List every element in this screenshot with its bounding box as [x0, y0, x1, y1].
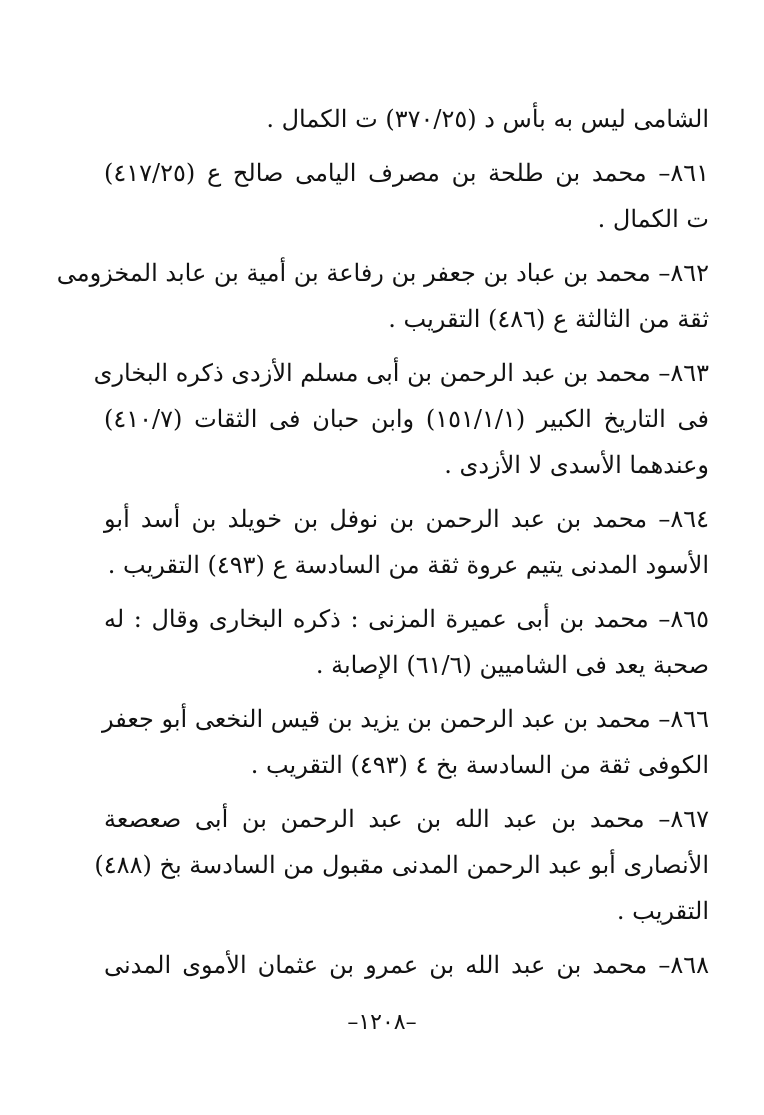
text-line: ٨٦٣– محمد بن عبد الرحمن بن أبى مسلم الأزدى ذكره البخارى — [93, 359, 709, 387]
text-line: الأنصارى أبو عبد الرحمن المدنى مقبول من السادسة بخ (٤٨٨) — [94, 851, 709, 879]
entry-863 — [93, 350, 710, 488]
text-line: ٨٦٦– محمد بن عبد الرحمن بن يزيد بن قيس النخعى أبو جعفر — [102, 705, 709, 733]
entry-866 — [104, 696, 709, 788]
entry-867 — [94, 796, 709, 934]
text-body — [56, 96, 710, 996]
entry-868 — [104, 942, 709, 988]
entry-864 — [104, 496, 709, 588]
text-line: ٨٦١– محمد بن طلحة بن مصرف اليامى صالح ع (٤١٧/٢٥) — [104, 159, 709, 187]
text-line: الكوفى ثقة من السادسة بخ ٤ (٤٩٣) التقريب . — [250, 751, 709, 779]
entry-865 — [104, 596, 709, 688]
entry-continuation — [104, 96, 709, 142]
text-line: صحبة يعد فى الشاميين (٦١/٦) الإصابة . — [315, 651, 709, 679]
text-line: الأسود المدنى يتيم عروة ثقة من السادسة ع (٤٩٣) التقريب . — [107, 551, 709, 579]
text-line: التقريب . — [616, 897, 709, 925]
page-number: –١٢٠٨– — [347, 1010, 417, 1035]
text-line: ٨٦٥– محمد بن أبى عميرة المزنى : ذكره البخارى وقال : له — [104, 605, 709, 633]
text-line: الشامى ليس به بأس د (٣٧٠/٢٥) ت الكمال . — [266, 105, 709, 133]
text-line: ثقة من الثالثة ع (٤٨٦) التقريب . — [388, 305, 709, 333]
text-line: ت الكمال . — [597, 205, 709, 233]
entry-861 — [104, 150, 709, 242]
text-line: ٨٦٢– محمد بن عباد بن جعفر بن رفاعة بن أمية بن عابد المخزومى — [56, 259, 709, 287]
text-line: فى التاريخ الكبير (١٥١/١/١) وابن حبان فى الثقات (٤١٠/٧) — [104, 405, 710, 433]
text-line: وعندهما الأسدى لا الأزدى . — [444, 451, 709, 479]
text-line: ٨٦٤– محمد بن عبد الرحمن بن نوفل بن خويلد بن أسد أبو — [104, 505, 710, 533]
entry-862 — [56, 250, 709, 342]
text-line: ٨٦٨– محمد بن عبد الله بن عمرو بن عثمان الأموى المدنى — [104, 951, 709, 979]
text-line: ٨٦٧– محمد بن عبد الله بن عبد الرحمن بن أبى صعصعة — [104, 805, 709, 833]
